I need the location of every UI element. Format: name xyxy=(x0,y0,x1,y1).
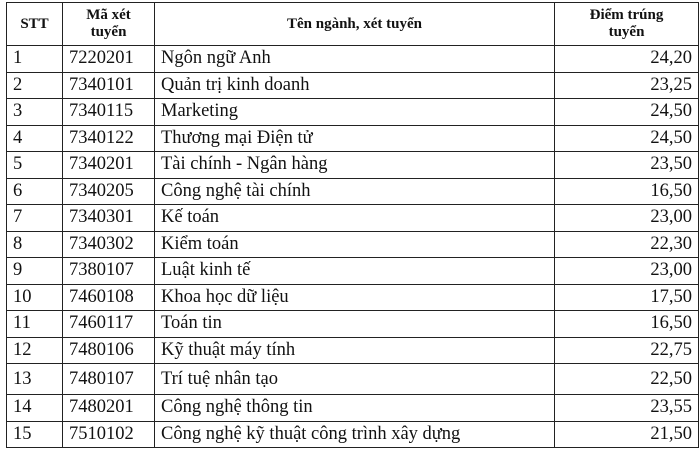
cell-major-name: Thương mại Điện tử xyxy=(155,125,555,152)
cell-major-name: Toán tin xyxy=(155,311,555,338)
table-row xyxy=(7,178,699,205)
cell-score: 16,50 xyxy=(555,178,699,205)
header-stt xyxy=(7,3,63,46)
table-row xyxy=(7,231,699,258)
header-stt-label: STT xyxy=(20,15,49,32)
table-row xyxy=(7,395,699,422)
cell-score: 17,50 xyxy=(555,284,699,311)
cell-major-name: Trí tuệ nhân tạo xyxy=(155,364,555,395)
table-row xyxy=(7,421,699,448)
cell-code: 7460108 xyxy=(63,284,155,311)
cell-stt: 4 xyxy=(7,125,63,152)
cell-major-name: Kế toán xyxy=(155,205,555,232)
cell-code: 7480106 xyxy=(63,337,155,364)
header-code xyxy=(63,3,155,46)
cell-score: 22,75 xyxy=(555,337,699,364)
table-row xyxy=(7,72,699,99)
cell-stt: 5 xyxy=(7,152,63,179)
cell-code: 7480201 xyxy=(63,395,155,422)
header-row xyxy=(7,3,699,46)
cell-code: 7220201 xyxy=(63,46,155,73)
cell-score: 23,00 xyxy=(555,205,699,232)
header-score-line1: Điểm trúng xyxy=(589,7,664,23)
cell-score: 23,25 xyxy=(555,72,699,99)
cell-code: 7460117 xyxy=(63,311,155,338)
cell-code: 7340122 xyxy=(63,125,155,152)
header-score xyxy=(555,3,699,46)
admission-score-table xyxy=(6,2,699,448)
cell-major-name: Luật kinh tế xyxy=(155,258,555,285)
cell-score: 16,50 xyxy=(555,311,699,338)
cell-major-name: Khoa học dữ liệu xyxy=(155,284,555,311)
cell-major-name: Quản trị kinh doanh xyxy=(155,72,555,99)
table-header xyxy=(7,3,699,46)
cell-code: 7480107 xyxy=(63,364,155,395)
cell-major-name: Công nghệ thông tin xyxy=(155,395,555,422)
table-row xyxy=(7,311,699,338)
table-row xyxy=(7,152,699,179)
cell-code: 7340302 xyxy=(63,231,155,258)
cell-stt: 10 xyxy=(7,284,63,311)
cell-score: 23,50 xyxy=(555,152,699,179)
header-name xyxy=(155,3,555,46)
cell-stt: 12 xyxy=(7,337,63,364)
header-code-line1: Mã xét xyxy=(86,7,131,23)
cell-stt: 1 xyxy=(7,46,63,73)
table-row xyxy=(7,284,699,311)
cell-code: 7340101 xyxy=(63,72,155,99)
cell-major-name: Kỹ thuật máy tính xyxy=(155,337,555,364)
cell-code: 7510102 xyxy=(63,421,155,448)
table-row xyxy=(7,125,699,152)
cell-stt: 8 xyxy=(7,231,63,258)
cell-score: 21,50 xyxy=(555,421,699,448)
cell-stt: 6 xyxy=(7,178,63,205)
cell-score: 22,30 xyxy=(555,231,699,258)
table-body xyxy=(7,46,699,448)
cell-code: 7340205 xyxy=(63,178,155,205)
table-row xyxy=(7,258,699,285)
cell-score: 24,50 xyxy=(555,99,699,126)
table-row xyxy=(7,364,699,395)
cell-stt: 3 xyxy=(7,99,63,126)
cell-code: 7340301 xyxy=(63,205,155,232)
table-row xyxy=(7,205,699,232)
cell-score: 24,20 xyxy=(555,46,699,73)
table-row xyxy=(7,337,699,364)
cell-major-name: Công nghệ tài chính xyxy=(155,178,555,205)
cell-major-name: Kiểm toán xyxy=(155,231,555,258)
cell-stt: 7 xyxy=(7,205,63,232)
table-row xyxy=(7,46,699,73)
header-code-line2: tuyển xyxy=(90,24,127,40)
cell-major-name: Tài chính - Ngân hàng xyxy=(155,152,555,179)
cell-score: 22,50 xyxy=(555,364,699,395)
table-row xyxy=(7,99,699,126)
cell-code: 7340115 xyxy=(63,99,155,126)
cell-score: 23,55 xyxy=(555,395,699,422)
cell-stt: 13 xyxy=(7,364,63,395)
cell-major-name: Marketing xyxy=(155,99,555,126)
cell-stt: 2 xyxy=(7,72,63,99)
cell-major-name: Ngôn ngữ Anh xyxy=(155,46,555,73)
cell-score: 23,00 xyxy=(555,258,699,285)
cell-code: 7380107 xyxy=(63,258,155,285)
cell-stt: 14 xyxy=(7,395,63,422)
cell-stt: 11 xyxy=(7,311,63,338)
cell-code: 7340201 xyxy=(63,152,155,179)
cell-stt: 15 xyxy=(7,421,63,448)
cell-score: 24,50 xyxy=(555,125,699,152)
header-name-label: Tên ngành, xét tuyển xyxy=(286,15,423,32)
cell-stt: 9 xyxy=(7,258,63,285)
header-score-line2: tuyển xyxy=(608,24,645,40)
cell-major-name: Công nghệ kỹ thuật công trình xây dựng xyxy=(155,421,555,448)
